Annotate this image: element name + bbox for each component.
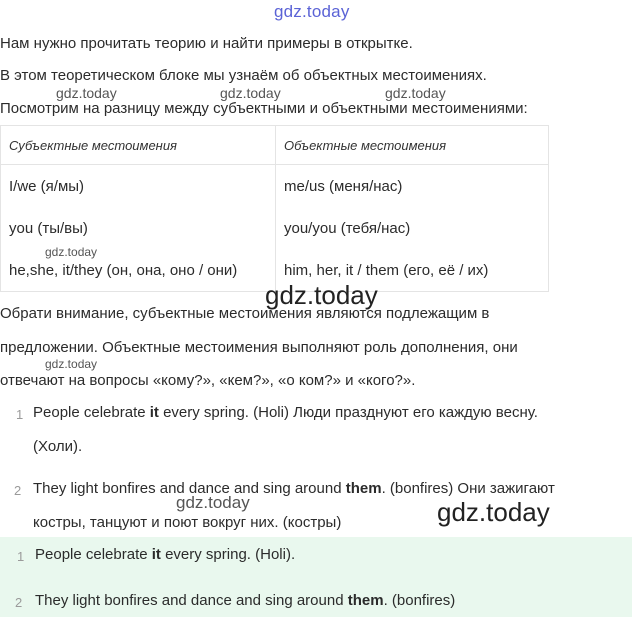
answer-text: every spring. (Holi).	[160, 546, 296, 563]
intro-line-1: Нам нужно прочитать теорию и найти примеры в открытке.	[0, 35, 413, 52]
table-cell: I/we (я/мы)	[1, 165, 276, 208]
watermark: gdz.today	[385, 85, 446, 101]
table-row	[1, 165, 549, 208]
watermark: gdz.today	[220, 85, 281, 101]
example-text: . (bonfires) Они зажигают	[381, 480, 555, 497]
example-line	[33, 480, 555, 497]
answer-number: 2	[15, 595, 23, 610]
example-text: every spring. (Holi) Люди празднуют его каждую весну.	[158, 404, 538, 421]
example-text: They light bonfires and dance and sing around	[33, 480, 346, 497]
watermark-top: gdz.today	[274, 2, 350, 21]
answer-pronoun: them	[347, 592, 384, 609]
answer-number: 1	[17, 549, 25, 564]
table-header-row	[1, 126, 549, 165]
note-line-3: отвечают на вопросы «кому?», «кем?», «о ком?» и «кого?».	[0, 372, 416, 389]
example-number: 2	[14, 483, 22, 498]
example-continuation: (Холи).	[33, 438, 83, 455]
table-header-object: Объектные местоимения	[276, 126, 549, 165]
watermark: gdz.today	[176, 493, 250, 512]
watermark: gdz.today	[45, 357, 98, 371]
answer-pronoun: it	[151, 546, 161, 563]
answer-text: They light bonfires and dance and sing around	[35, 592, 348, 609]
note-line-1: Обрати внимание, субъектные местоимения являются подлежащим в	[0, 305, 490, 322]
table-cell: you (ты/вы)	[1, 207, 276, 249]
answer-text: People celebrate	[35, 546, 152, 563]
answer-text: . (bonfires)	[383, 592, 456, 609]
table-cell: him, her, it / them (его, её / их)	[276, 249, 549, 292]
example-continuation: костры, танцуют и поют вокруг них. (костры)	[33, 514, 342, 531]
table-header-subject: Субъектные местоимения	[1, 126, 276, 165]
example-number: 1	[16, 407, 24, 422]
table-cell: me/us (меня/нас)	[276, 165, 549, 208]
watermark: gdz.today	[45, 245, 98, 259]
watermark: gdz.today	[265, 280, 378, 310]
answer-line	[35, 592, 455, 609]
table-cell: he,she, it/they (он, она, оно / они)	[1, 249, 276, 292]
example-pronoun: them	[345, 480, 382, 497]
example-text: People celebrate	[33, 404, 150, 421]
pronoun-table	[0, 125, 549, 292]
table-row	[1, 207, 549, 249]
example-pronoun: it	[149, 404, 159, 421]
example-line	[33, 404, 538, 421]
watermark: gdz.today	[437, 497, 550, 527]
table-cell: you/you (тебя/нас)	[276, 207, 549, 249]
note-line-2: предложении. Объектные местоимения выполняют роль дополнения, они	[0, 339, 518, 356]
intro-line-3: Посмотрим на разницу между субъектными и объектными местоимениями:	[0, 100, 528, 117]
answer-line	[35, 546, 295, 563]
intro-line-2: В этом теоретическом блоке мы узнаём об объектных местоимениях.	[0, 67, 487, 84]
watermark: gdz.today	[56, 85, 117, 101]
